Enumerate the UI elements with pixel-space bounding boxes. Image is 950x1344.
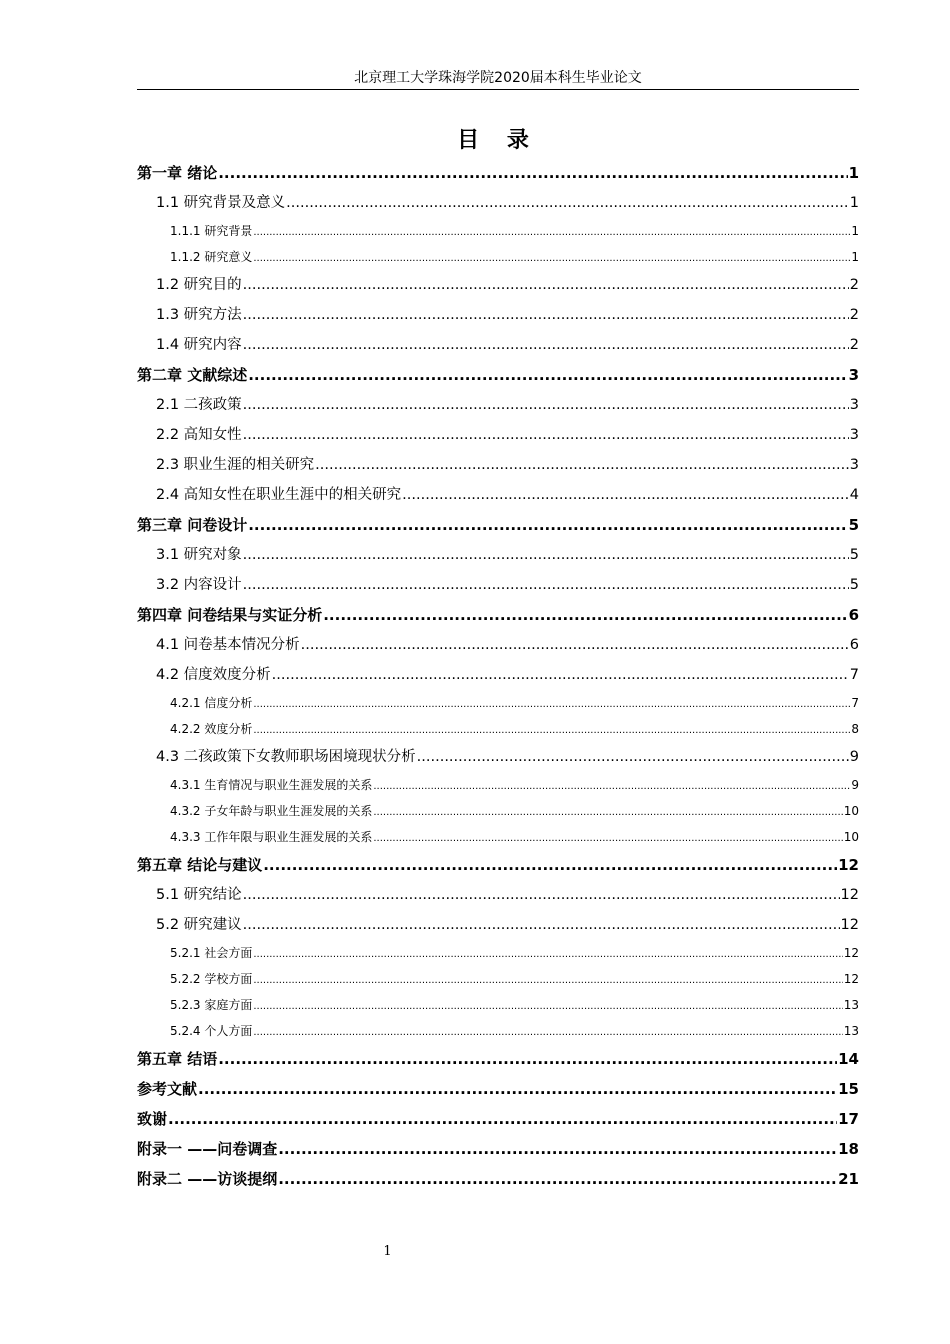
dot-leader bbox=[253, 718, 850, 744]
toc-entry-page: 10 bbox=[843, 804, 859, 818]
dot-leader bbox=[253, 1020, 842, 1046]
toc-entry-label: 4.2.1 信度分析 bbox=[170, 696, 253, 710]
toc-entry-page: 10 bbox=[843, 830, 859, 844]
dot-leader bbox=[243, 270, 849, 300]
dot-leader bbox=[198, 1074, 837, 1104]
dot-leader bbox=[263, 850, 837, 880]
toc-entry-label: 4.3.3 工作年限与职业生涯发展的关系 bbox=[170, 830, 373, 844]
header-rule bbox=[137, 89, 859, 90]
toc-entry-label: 4.3.1 生育情况与职业生涯发展的关系 bbox=[170, 778, 373, 792]
toc-entry-label: 第三章 问卷设计 bbox=[137, 516, 248, 534]
toc-entry[interactable] bbox=[137, 420, 859, 450]
toc-entry-page: 6 bbox=[848, 606, 859, 624]
toc-entry-label: 5.1 研究结论 bbox=[156, 887, 242, 903]
dot-leader bbox=[168, 1104, 837, 1134]
toc-entry-page: 1 bbox=[851, 224, 859, 238]
toc-entry[interactable] bbox=[137, 1018, 859, 1044]
dot-leader bbox=[243, 390, 849, 420]
dot-leader bbox=[218, 158, 847, 188]
toc-entry[interactable] bbox=[137, 992, 859, 1018]
toc-entry[interactable] bbox=[137, 480, 859, 510]
dot-leader bbox=[278, 1134, 837, 1164]
toc-entry-page: 9 bbox=[851, 778, 859, 792]
dot-leader bbox=[253, 220, 850, 246]
toc-entry-page: 3 bbox=[849, 457, 859, 473]
toc-entry-page: 1 bbox=[851, 250, 859, 264]
toc-entry-label: 4.3.2 子女年龄与职业生涯发展的关系 bbox=[170, 804, 373, 818]
toc-entry-label: 1.4 研究内容 bbox=[156, 337, 242, 353]
toc-entry[interactable] bbox=[137, 798, 859, 824]
dot-leader bbox=[373, 800, 842, 826]
toc-entry-label: 4.1 问卷基本情况分析 bbox=[156, 637, 300, 653]
dot-leader bbox=[243, 540, 849, 570]
dot-leader bbox=[248, 360, 847, 390]
toc-entry-page: 5 bbox=[848, 516, 859, 534]
dot-leader bbox=[253, 994, 842, 1020]
toc-entry-page: 9 bbox=[849, 749, 859, 765]
toc-entry-page: 8 bbox=[851, 722, 859, 736]
toc-entry-label: 2.2 高知女性 bbox=[156, 427, 242, 443]
toc-entry[interactable] bbox=[137, 270, 859, 300]
toc-entry[interactable] bbox=[137, 1134, 859, 1164]
toc-entry[interactable] bbox=[137, 1074, 859, 1104]
toc-entry[interactable] bbox=[137, 880, 859, 910]
dot-leader bbox=[272, 660, 849, 690]
dot-leader bbox=[253, 692, 850, 718]
toc-entry-page: 12 bbox=[840, 887, 859, 903]
toc-entry-page: 1 bbox=[849, 195, 859, 211]
page-header: 北京理工大学珠海学院2020届本科生毕业论文 bbox=[354, 70, 642, 86]
toc-entry-page: 6 bbox=[849, 637, 859, 653]
toc-entry[interactable] bbox=[137, 1104, 859, 1134]
dot-leader bbox=[417, 742, 849, 772]
toc-entry[interactable] bbox=[137, 742, 859, 772]
toc-entry[interactable] bbox=[137, 910, 859, 940]
toc-entry-page: 5 bbox=[849, 547, 859, 563]
toc-entry[interactable] bbox=[137, 824, 859, 850]
toc-entry[interactable] bbox=[137, 1164, 859, 1194]
toc-entry[interactable] bbox=[137, 330, 859, 360]
toc-entry-label: 附录一 ——问卷调查 bbox=[137, 1140, 278, 1158]
toc-entry-page: 5 bbox=[849, 577, 859, 593]
dot-leader bbox=[278, 1164, 837, 1194]
toc-entry[interactable] bbox=[137, 360, 859, 390]
toc-entry-page: 3 bbox=[849, 397, 859, 413]
toc-entry-label: 5.2.2 学校方面 bbox=[170, 972, 253, 986]
toc-entry-label: 2.1 二孩政策 bbox=[156, 397, 242, 413]
toc-entry-label: 4.3 二孩政策下女教师职场困境现状分析 bbox=[156, 749, 416, 765]
toc-entry-label: 5.2.4 个人方面 bbox=[170, 1024, 253, 1038]
dot-leader bbox=[253, 968, 842, 994]
toc-entry-label: 1.1.1 研究背景 bbox=[170, 224, 253, 238]
toc-entry-label: 致谢 bbox=[137, 1110, 168, 1128]
toc-entry-page: 12 bbox=[843, 972, 859, 986]
toc-entry-page: 4 bbox=[849, 487, 859, 503]
toc-entry[interactable] bbox=[137, 300, 859, 330]
toc-entry-page: 12 bbox=[843, 946, 859, 960]
toc-entry[interactable] bbox=[137, 188, 859, 218]
toc-entry[interactable] bbox=[137, 716, 859, 742]
toc-entry-label: 5.2.3 家庭方面 bbox=[170, 998, 253, 1012]
toc-entry[interactable] bbox=[137, 450, 859, 480]
toc-entry[interactable] bbox=[137, 600, 859, 630]
table-of-contents bbox=[137, 158, 859, 1194]
toc-entry-label: 4.2 信度效度分析 bbox=[156, 667, 271, 683]
toc-entry-label: 第五章 结论与建议 bbox=[137, 856, 263, 874]
toc-entry-label: 第一章 绪论 bbox=[137, 164, 218, 182]
toc-entry[interactable] bbox=[137, 390, 859, 420]
toc-entry-page: 14 bbox=[838, 1050, 859, 1068]
toc-entry-page: 2 bbox=[849, 307, 859, 323]
toc-entry-label: 4.2.2 效度分析 bbox=[170, 722, 253, 736]
dot-leader bbox=[402, 480, 849, 510]
toc-entry-page: 2 bbox=[849, 337, 859, 353]
toc-entry-page: 13 bbox=[843, 1024, 859, 1038]
toc-entry-page: 15 bbox=[838, 1080, 859, 1098]
toc-entry[interactable] bbox=[137, 630, 859, 660]
toc-title: 目 录 bbox=[457, 128, 539, 153]
toc-entry[interactable] bbox=[137, 772, 859, 798]
dot-leader bbox=[301, 630, 849, 660]
toc-entry-label: 5.2 研究建议 bbox=[156, 917, 242, 933]
toc-entry-page: 21 bbox=[838, 1170, 859, 1188]
toc-entry-label: 参考文献 bbox=[137, 1080, 198, 1098]
toc-entry-page: 2 bbox=[849, 277, 859, 293]
toc-entry[interactable] bbox=[137, 1044, 859, 1074]
toc-entry[interactable] bbox=[137, 660, 859, 690]
toc-entry-page: 13 bbox=[843, 998, 859, 1012]
toc-entry[interactable] bbox=[137, 570, 859, 600]
toc-entry-page: 12 bbox=[838, 856, 859, 874]
dot-leader bbox=[315, 450, 849, 480]
toc-entry[interactable] bbox=[137, 158, 859, 188]
toc-entry-page: 3 bbox=[848, 366, 859, 384]
toc-entry-page: 7 bbox=[849, 667, 859, 683]
dot-leader bbox=[323, 600, 847, 630]
toc-entry-label: 1.1.2 研究意义 bbox=[170, 250, 253, 264]
dot-leader bbox=[218, 1044, 837, 1074]
toc-entry[interactable] bbox=[137, 218, 859, 244]
dot-leader bbox=[243, 420, 849, 450]
toc-entry-page: 1 bbox=[848, 164, 859, 182]
toc-entry[interactable] bbox=[137, 690, 859, 716]
toc-entry[interactable] bbox=[137, 244, 859, 270]
dot-leader bbox=[253, 942, 842, 968]
toc-entry-label: 1.2 研究目的 bbox=[156, 277, 242, 293]
toc-entry[interactable] bbox=[137, 850, 859, 880]
toc-entry-page: 17 bbox=[838, 1110, 859, 1128]
dot-leader bbox=[373, 774, 850, 800]
page-number: 1 bbox=[383, 1244, 392, 1259]
toc-entry-label: 1.1 研究背景及意义 bbox=[156, 195, 286, 211]
toc-entry-label: 1.3 研究方法 bbox=[156, 307, 242, 323]
dot-leader bbox=[373, 826, 842, 852]
dot-leader bbox=[286, 188, 849, 218]
toc-entry-label: 2.3 职业生涯的相关研究 bbox=[156, 457, 315, 473]
toc-entry[interactable] bbox=[137, 540, 859, 570]
dot-leader bbox=[243, 570, 849, 600]
toc-entry[interactable] bbox=[137, 510, 859, 540]
toc-entry-label: 第二章 文献综述 bbox=[137, 366, 248, 384]
dot-leader bbox=[243, 330, 849, 360]
dot-leader bbox=[248, 510, 847, 540]
toc-entry-label: 3.2 内容设计 bbox=[156, 577, 242, 593]
toc-entry-page: 18 bbox=[838, 1140, 859, 1158]
toc-entry-page: 7 bbox=[851, 696, 859, 710]
toc-entry[interactable] bbox=[137, 966, 859, 992]
toc-entry-page: 3 bbox=[849, 427, 859, 443]
toc-entry-label: 第四章 问卷结果与实证分析 bbox=[137, 606, 323, 624]
dot-leader bbox=[243, 300, 849, 330]
toc-entry[interactable] bbox=[137, 940, 859, 966]
dot-leader bbox=[253, 246, 850, 272]
toc-entry-label: 2.4 高知女性在职业生涯中的相关研究 bbox=[156, 487, 402, 503]
toc-entry-page: 12 bbox=[840, 917, 859, 933]
toc-entry-label: 第五章 结语 bbox=[137, 1050, 218, 1068]
dot-leader bbox=[243, 910, 840, 940]
toc-entry-label: 3.1 研究对象 bbox=[156, 547, 242, 563]
toc-entry-label: 附录二 ——访谈提纲 bbox=[137, 1170, 278, 1188]
dot-leader bbox=[243, 880, 840, 910]
toc-entry-label: 5.2.1 社会方面 bbox=[170, 946, 253, 960]
